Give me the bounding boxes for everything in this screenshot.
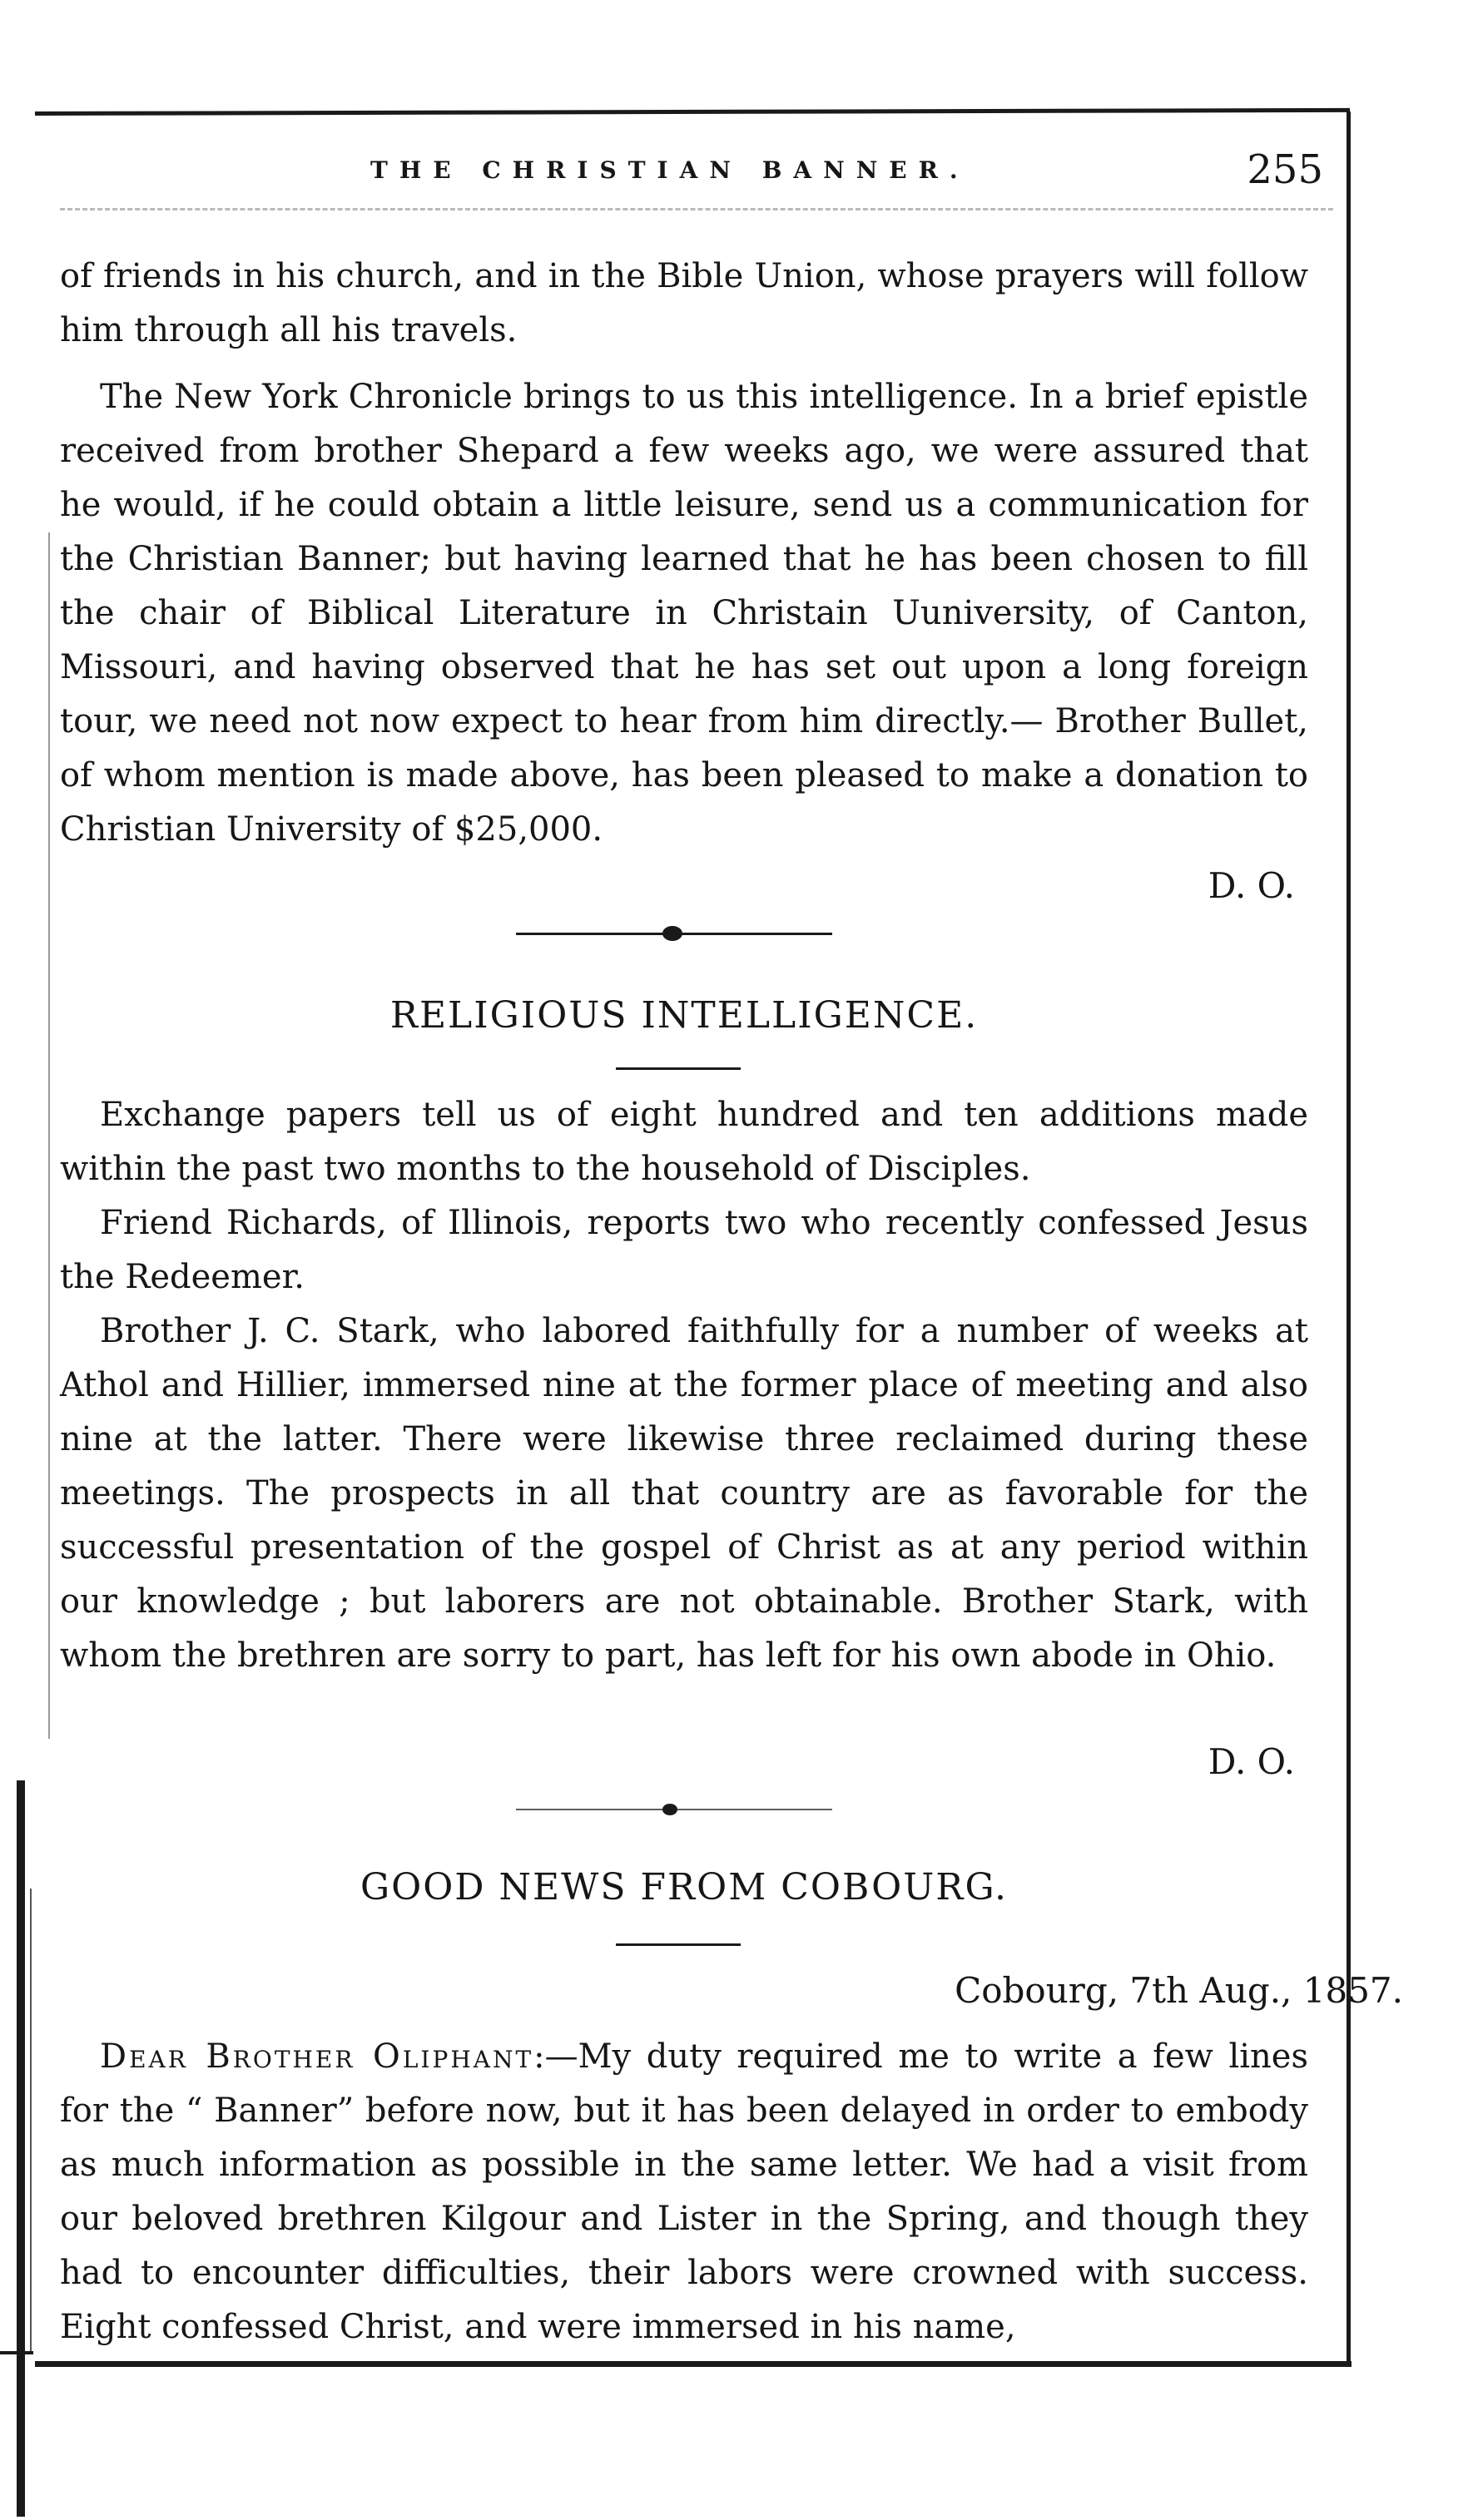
article-signature: D. O. — [1208, 865, 1295, 906]
news-paragraph: Brother J. C. Stark, who labored faithfully for a number of weeks at Athol and Hillier, immersed nine at the former place of meeting and also nine at the latter. There were likewise three reclaimed during these meetings. The prospects in all that country are as favorable for the successful presentation of the gospel of Christ as at any period within our knowledge ; but laborers are not obtainable. Brother Stark, with whom the brethren are sorry to part, has left for his own abode in Ohio. — [60, 1312, 1308, 1675]
letter-dateline: Cobourg, 7th Aug., 1857. — [955, 1970, 1403, 2011]
page-number: 255 — [1247, 146, 1323, 193]
article-paragraph: The New York Chronicle brings to us this intelligence. In a brief epistle received from brother Shepard a few weeks ago, we were assured that he would, if he could obtain a little leisure, send us a communication for the Christian Banner; but having learned that he has been chosen to fill the chair of Biblical Literature in Christain Uuniversity, of Canton, Missouri, and having observed that he has set out upon a long foreign tour, we need not now expect to hear from him directly.— Brother Bullet, of whom mention is made above, has been pleased to make a donation to Christian University of $25,000. — [60, 378, 1308, 849]
left-margin-line-faint — [48, 532, 50, 1739]
left-margin-tick — [0, 2351, 33, 2354]
running-title: THE CHRISTIAN BANNER. — [370, 156, 970, 184]
news-paragraph: Friend Richards, of Illinois, reports two who recently confessed Jesus the Redeemer. — [60, 1204, 1308, 1296]
article-continuation: of friends in his church, and in the Bible Union, whose prayers will follow him through all his travels. — [60, 257, 1308, 349]
header-dashed-rule — [60, 208, 1333, 217]
bottom-border-rule — [35, 2361, 1352, 2367]
right-border-rule — [1347, 111, 1351, 2364]
news-signature: D. O. — [1208, 1741, 1295, 1782]
letter-body — [60, 2030, 1308, 2354]
letter-text: :—My duty required me to write a few lines for the “ Banner” before now, but it has been delayed in order to embody as much information as possible in the same letter. We had a visit from our beloved brethren Kilgour and Lister in the Spring, and though they had to encounter difficulties, their labors were crowned with success. Eight confessed Christ, and were immersed in his name, — [60, 2037, 1309, 2346]
letter-salutation: Dear Brother Oliphant — [100, 2037, 534, 2076]
top-border-rule — [35, 108, 1350, 116]
heading-underline — [616, 1067, 741, 1070]
running-header — [50, 140, 1340, 200]
heading-underline — [616, 1943, 741, 1946]
left-margin-line — [30, 1889, 32, 2354]
section-ornament — [516, 923, 832, 943]
section-heading: GOOD NEWS FROM COBOURG. — [360, 1866, 1009, 1909]
news-paragraph: Exchange papers tell us of eight hundred and ten additions made within the past two months to the household of Disciples. — [60, 1096, 1308, 1188]
section-heading: RELIGIOUS INTELLIGENCE. — [389, 994, 979, 1037]
section-ornament — [516, 1800, 832, 1819]
left-margin-bar — [17, 1780, 25, 2517]
